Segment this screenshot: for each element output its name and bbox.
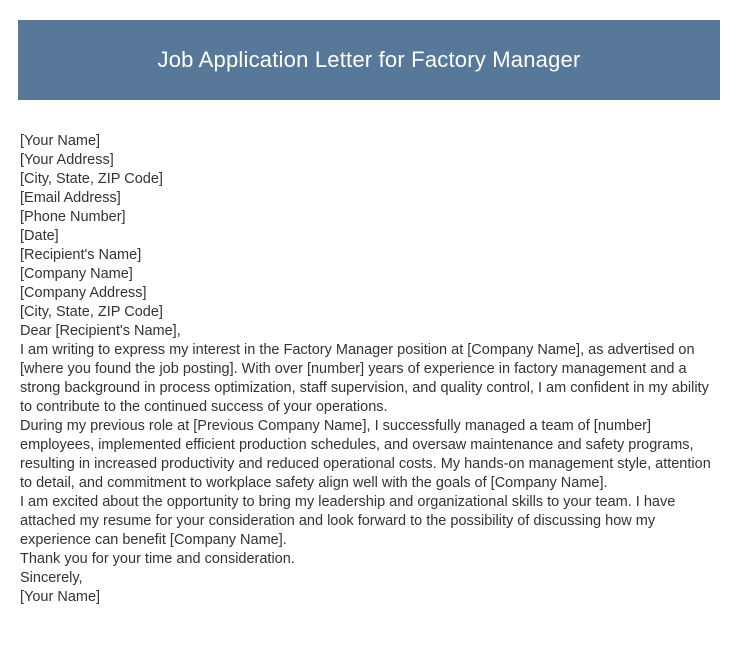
body-paragraph: I am excited about the opportunity to bring my leadership and organizational skills to your team. I have attached my resume for your consideration and look forward to the possibility of discussing how my experience can benefit [Company Name].	[20, 494, 676, 548]
page-title: Job Application Letter for Factory Manager	[157, 47, 581, 72]
body-paragraph: Thank you for your time and consideration.	[20, 551, 295, 567]
signature-name: [Your Name]	[20, 589, 101, 605]
sender-line: [Your Name]	[20, 133, 101, 149]
recipient-line: [City, State, ZIP Code]	[20, 304, 163, 320]
recipient-line: [Company Name]	[20, 266, 133, 282]
sender-line: [Date]	[20, 228, 59, 244]
recipient-address-block	[20, 246, 720, 322]
sender-line: [Phone Number]	[20, 209, 126, 225]
document-header-banner	[18, 20, 720, 100]
sender-line: [Your Address]	[20, 152, 114, 168]
sender-line: [City, State, ZIP Code]	[20, 171, 163, 187]
body-paragraph: During my previous role at [Previous Company Name], I successfully managed a team of [number] employees, implemented efficient production schedules, and oversaw maintenance and safety programs, resulting in increased productivity and reduced operational costs. My hands-on management style, attention to detail, and commitment to workplace safety align well with the goals of [Company Name].	[20, 418, 711, 491]
salutation: Dear [Recipient's Name],	[20, 323, 181, 339]
sender-line: [Email Address]	[20, 190, 121, 206]
closing: Sincerely,	[20, 570, 83, 586]
recipient-line: [Company Address]	[20, 285, 147, 301]
recipient-line: [Recipient's Name]	[20, 247, 142, 263]
letter-body	[20, 132, 720, 607]
sender-address-block	[20, 132, 720, 246]
body-paragraph: I am writing to express my interest in the Factory Manager position at [Company Name], as advertised on [where you found the job posting]. With over [number] years of experience in factory management and a strong background in process optimization, staff supervision, and quality control, I am confident in my ability to contribute to the continued success of your operations.	[20, 342, 709, 415]
